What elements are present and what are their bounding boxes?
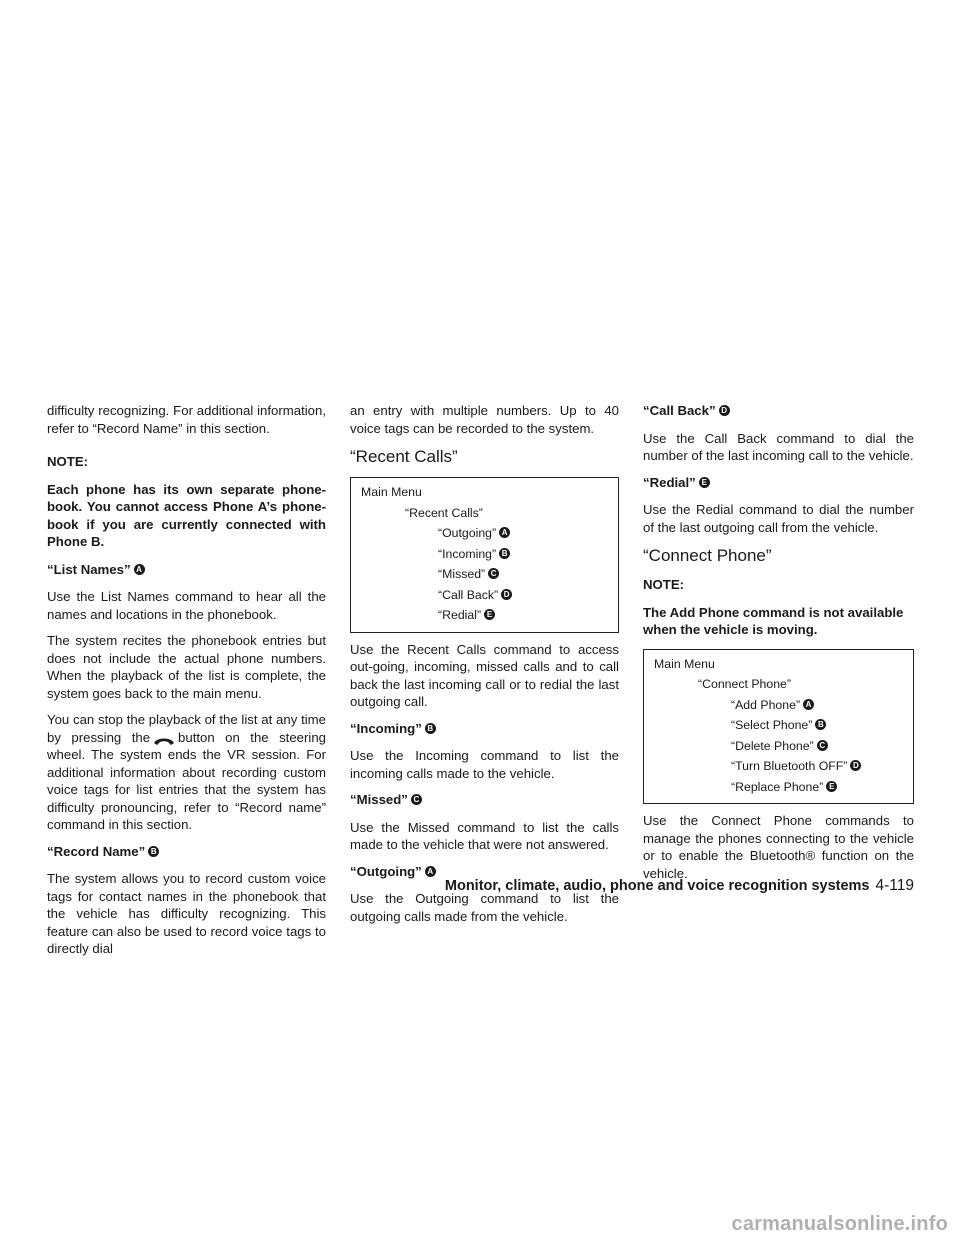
missed-label: “Missed” [350,792,408,807]
menu-item-label: “Add Phone” [731,697,801,712]
paragraph: Use the Connect Phone commands to manage the phones connecting to the vehicle or to enable the Bluetooth® function on the vehicle. [643,813,914,881]
menu-item-label: “Redial” [438,608,482,622]
callout-badge: C [488,568,499,579]
paragraph: difficulty recognizing. For additional information, refer to “Record Name” in this section. [47,403,326,436]
incoming-label: “Incoming” [350,720,422,736]
paragraph: The system allows you to record custom voice tags for contact names in the phonebook that the vehicle has difficulty recognizing. This feature can also be used to record voice tags to directly dial [47,871,326,956]
callout-badge: E [826,781,837,792]
menu-root: Main Menu [654,656,715,671]
menu-item-label: “Incoming” [438,546,497,561]
note-text: Each phone has its own separate phone-book. You cannot access Phone A’s phone-book if you are currently connected with Phone B. [47,481,326,549]
menu-item [654,736,903,757]
callout-badge: D [719,405,730,416]
menu-tree-box [643,649,914,805]
menu-sub: “Connect Phone” [698,677,791,691]
menu-item [654,756,903,777]
menu-tree-box [350,477,619,633]
menu-sub: “Recent Calls” [405,505,483,520]
callout-badge: C [411,794,422,805]
callout-badge: A [134,564,145,575]
list-names-heading [47,561,326,579]
page-footer [0,877,914,895]
menu-item [654,777,903,798]
callout-badge: D [501,589,512,600]
menu-item-label: “Replace Phone” [731,779,824,794]
callback-heading [643,402,914,420]
paragraph-part: button on the steering wheel. The system ends the VR session. For additional information about recording custom voice tags for list entries that the system has difficulty pronouncing, refer to “Record name” command in this section. [47,729,326,832]
paragraph [47,711,326,834]
callout-badge: A [499,527,510,538]
callout-badge: A [425,866,436,877]
paragraph-part: You can stop the playback of the list at any time by pressing the [47,712,326,745]
menu-item [361,544,608,565]
callout-badge: D [850,760,861,771]
note-label: NOTE: [643,577,685,592]
paragraph: an entry with multiple numbers. Up to 40 voice tags can be recorded to the system. [350,403,619,436]
section-title: Monitor, climate, audio, phone and voice recognition systems [444,878,870,894]
note-label: NOTE: [47,454,89,469]
menu-item [361,605,608,626]
column-2 [350,402,619,934]
menu-item [654,715,903,736]
menu-item-label: “Select Phone” [731,718,813,732]
column-3 [643,402,914,891]
callout-badge: E [699,477,710,488]
outgoing-label: “Outgoing” [350,863,422,879]
paragraph: Use the Incoming command to list the incoming calls made to the vehicle. [350,748,619,781]
paragraph: Use the Outgoing command to list the outgoing calls made from the vehicle. [350,891,619,924]
record-name-label: “Record Name” [47,843,146,859]
callout-badge: A [803,699,814,710]
paragraph: The system recites the phonebook entries but does not include the actual phone numbers. When the playback of the list is complete, the system goes back to the main menu. [47,633,326,701]
section-heading: “Recent Calls” [350,447,458,466]
paragraph: Use the Recent Calls command to access out-going, incoming, missed calls and to call back the last incoming call or to redial the last outgoing call. [350,641,619,709]
paragraph: Use the Missed command to list the calls made to the vehicle that were not answered. [350,819,619,852]
section-heading: “Connect Phone” [643,546,772,565]
record-name-heading [47,843,326,861]
menu-item-label: “Turn Bluetooth OFF” [731,759,848,773]
callout-badge: B [499,548,510,559]
menu-item-label: “Outgoing” [438,526,497,540]
callout-badge: E [484,609,495,620]
incoming-heading [350,720,619,738]
menu-item [361,585,608,606]
menu-item [654,695,903,716]
callout-badge: B [815,719,826,730]
callout-badge: B [148,846,159,857]
watermark: carmanualsonline.info [731,1213,948,1235]
callout-badge: B [425,723,436,734]
callback-label: “Call Back” [643,403,716,418]
redial-heading [643,474,914,492]
list-names-label: “List Names” [47,561,131,577]
callout-badge: C [817,740,828,751]
menu-item-label: “Missed” [438,567,486,581]
paragraph: Use the Redial command to dial the number of the last outgoing call from the vehicle. [643,502,914,535]
paragraph: Use the List Names command to hear all the names and locations in the phonebook. [47,589,326,622]
missed-heading [350,791,619,809]
phone-hangup-icon [153,733,175,743]
menu-item-label: “Call Back” [438,587,499,602]
note-text: The Add Phone command is not available when the vehicle is moving. [643,604,904,637]
page-number: 4-119 [875,877,914,894]
menu-root: Main Menu [361,485,422,499]
menu-item-label: “Delete Phone” [731,738,814,753]
menu-item [361,564,608,585]
redial-label: “Redial” [643,474,696,490]
paragraph: Use the Call Back command to dial the number of the last incoming call to the vehicle. [643,430,914,463]
menu-item [361,523,608,544]
